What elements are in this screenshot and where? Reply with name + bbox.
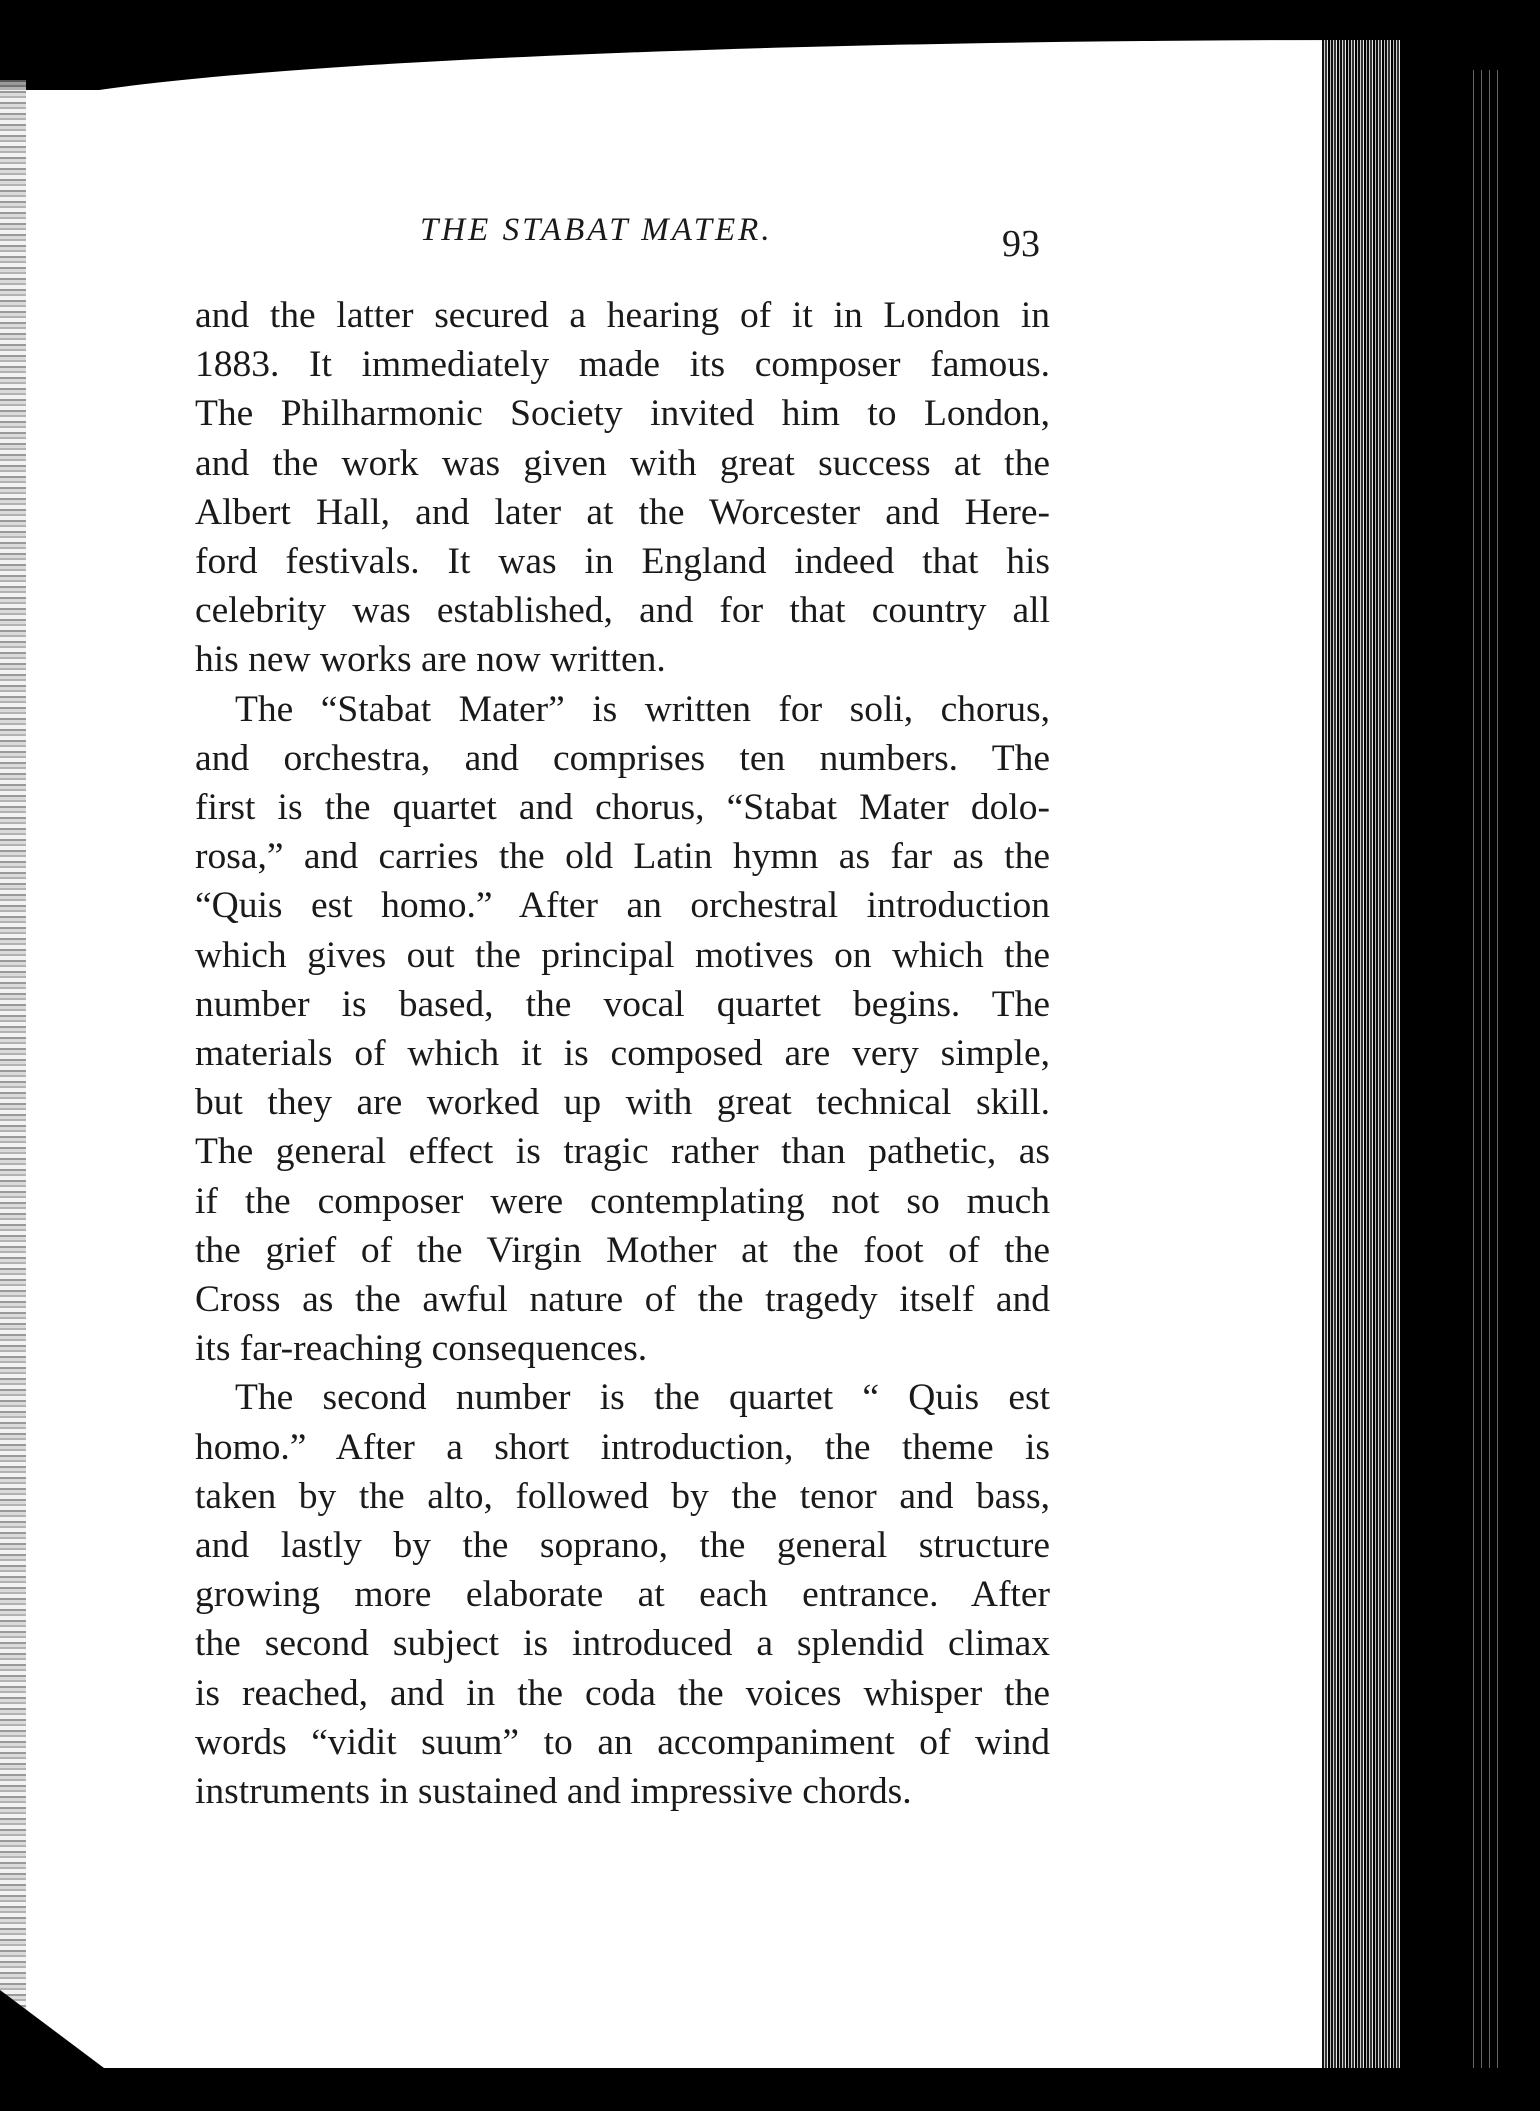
running-title: THE STABAT MATER. [420,212,773,248]
text-line: celebrity was established, and for that country all [195,590,1050,632]
text-line: The second number is the quartet “ Quis est [235,1377,1050,1419]
page-left-gutter [0,80,26,2060]
text-line: homo.” After a short introduction, the theme is [195,1426,1050,1468]
text-line: rosa,” and carries the old Latin hymn as far as the [195,836,1050,878]
text-line: but they are worked up with great technical skill. [195,1082,1050,1124]
text-line: “Quis est homo.” After an orchestral introduction [195,885,1050,927]
text-line: his new works are now written. [195,639,666,681]
text-line: The “Stabat Mater” is written for soli, chorus, [235,688,1050,730]
text-line: which gives out the principal motives on which the [195,934,1050,976]
text-line: its far-reaching consequences. [195,1328,648,1370]
body-text [195,291,1050,1816]
text-line: and the work was given with great success at the [195,442,1050,484]
text-line: first is the quartet and chorus, “Stabat Mater dolo- [195,787,1050,829]
text-line: 1883. It immediately made its composer famous. [195,344,1050,386]
text-line: if the composer were contemplating not so much [195,1180,1050,1222]
text-line: Albert Hall, and later at the Worcester and Here- [195,491,1050,533]
text-line: words “vidit suum” to an accompaniment of wind [195,1721,1050,1763]
text-line: The general effect is tragic rather than pathetic, as [195,1131,1050,1173]
scan-bottom-shadow [0,2068,1540,2111]
text-line: instruments in sustained and impressive chords. [195,1771,912,1813]
text-line: and the latter secured a hearing of it in London in [195,295,1050,336]
text-line: growing more elaborate at each entrance. After [195,1574,1050,1616]
outer-page-edges [1470,70,1500,2111]
text-line: the second subject is introduced a splendid climax [195,1623,1050,1665]
text-line: taken by the alto, followed by the tenor and bass, [195,1475,1050,1517]
text-line: materials of which it is composed are very simple, [195,1033,1050,1075]
text-line: and lastly by the soprano, the general structure [195,1525,1050,1567]
text-line: is reached, and in the coda the voices whisper the [195,1672,1050,1714]
page-number: 93 [1002,223,1040,265]
text-line: and orchestra, and comprises ten numbers. The [195,737,1050,779]
text-line: The Philharmonic Society invited him to London, [195,393,1050,435]
text-line: Cross as the awful nature of the tragedy itself and [195,1279,1050,1321]
text-line: the grief of the Virgin Mother at the foot of the [195,1229,1050,1271]
stacked-page-edges [1322,40,1400,2111]
text-line: ford festivals. It was in England indeed that his [195,541,1050,583]
text-line: number is based, the vocal quartet begins. The [195,983,1050,1025]
